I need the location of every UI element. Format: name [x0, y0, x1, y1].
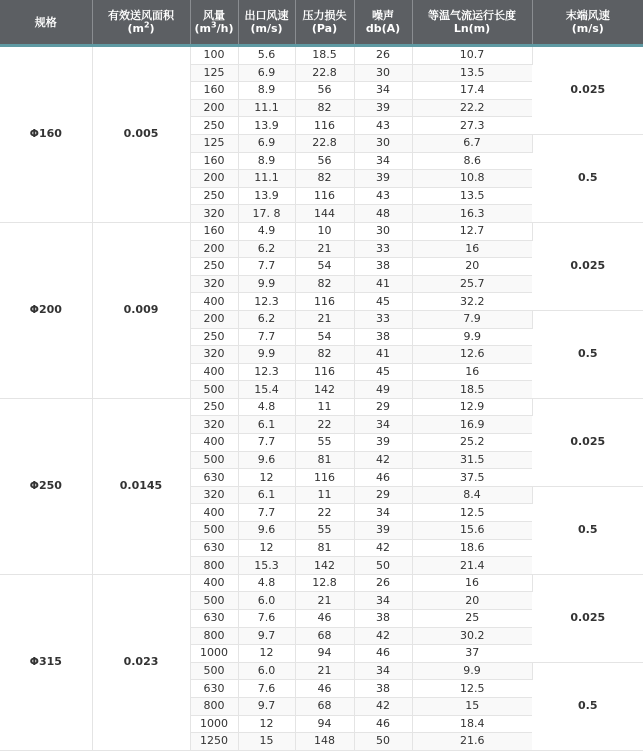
noise-cell: 46 [354, 645, 412, 663]
noise-cell: 34 [354, 592, 412, 610]
header-airflow: 风量 $(m^3/h)$ [190, 0, 238, 46]
noise-cell: 29 [354, 486, 412, 504]
outlet-speed-cell: 6.2 [238, 310, 295, 328]
throw-length-cell: 10.8 [412, 170, 532, 188]
airflow-cell: 160 [190, 222, 238, 240]
header-spec: 规格 [0, 0, 92, 46]
airflow-cell: 200 [190, 170, 238, 188]
terminal-speed-cell: 0.5 [532, 310, 643, 398]
pressure-loss-cell: 46 [295, 610, 354, 628]
pressure-loss-cell: 68 [295, 697, 354, 715]
outlet-speed-cell: 13.9 [238, 187, 295, 205]
noise-cell: 33 [354, 310, 412, 328]
outlet-speed-cell: 15.3 [238, 557, 295, 575]
airflow-cell: 500 [190, 381, 238, 399]
noise-cell: 38 [354, 328, 412, 346]
airflow-cell: 320 [190, 346, 238, 364]
pressure-loss-cell: 46 [295, 680, 354, 698]
table-row [0, 46, 643, 65]
outlet-speed-cell: 15.4 [238, 381, 295, 399]
outlet-speed-cell: 9.9 [238, 275, 295, 293]
spec-cell: Φ250 [0, 398, 92, 574]
outlet-speed-cell: 6.1 [238, 486, 295, 504]
throw-length-cell: 12.9 [412, 398, 532, 416]
header-area: 有效送风面积 $(m^2)$ [92, 0, 190, 46]
outlet-speed-cell: 12 [238, 539, 295, 557]
noise-cell: 34 [354, 416, 412, 434]
noise-cell: 45 [354, 363, 412, 381]
outlet-speed-cell: 12.3 [238, 363, 295, 381]
outlet-speed-cell: 7.6 [238, 680, 295, 698]
airflow-cell: 250 [190, 117, 238, 135]
noise-cell: 34 [354, 662, 412, 680]
throw-length-cell: 37 [412, 645, 532, 663]
airflow-cell: 400 [190, 434, 238, 452]
throw-length-cell: 25.2 [412, 434, 532, 452]
airflow-cell: 500 [190, 451, 238, 469]
outlet-speed-cell: 9.6 [238, 522, 295, 540]
airflow-cell: 200 [190, 310, 238, 328]
header-noise: 噪声 db(A) [354, 0, 412, 46]
outlet-speed-cell: 6.9 [238, 64, 295, 82]
throw-length-cell: 10.7 [412, 46, 532, 65]
airflow-cell: 630 [190, 680, 238, 698]
outlet-speed-cell: 7.7 [238, 504, 295, 522]
throw-length-cell: 12.5 [412, 504, 532, 522]
area-cell: 0.0145 [92, 398, 190, 574]
outlet-speed-cell: 12 [238, 469, 295, 487]
airflow-cell: 630 [190, 469, 238, 487]
throw-length-cell: 25 [412, 610, 532, 628]
pressure-loss-cell: 142 [295, 557, 354, 575]
noise-cell: 49 [354, 381, 412, 399]
noise-cell: 42 [354, 627, 412, 645]
airflow-cell: 160 [190, 82, 238, 100]
pressure-loss-cell: 144 [295, 205, 354, 223]
pressure-loss-cell: 21 [295, 310, 354, 328]
noise-cell: 26 [354, 574, 412, 592]
throw-length-cell: 32.2 [412, 293, 532, 311]
pressure-loss-cell: 68 [295, 627, 354, 645]
airflow-cell: 400 [190, 574, 238, 592]
airflow-cell: 200 [190, 99, 238, 117]
airflow-cell: 320 [190, 205, 238, 223]
airflow-cell: 200 [190, 240, 238, 258]
pressure-loss-cell: 116 [295, 117, 354, 135]
pressure-loss-cell: 12.8 [295, 574, 354, 592]
pressure-loss-cell: 55 [295, 522, 354, 540]
noise-cell: 30 [354, 134, 412, 152]
header-pressure-loss: 压力损失 (Pa) [295, 0, 354, 46]
noise-cell: 50 [354, 557, 412, 575]
throw-length-cell: 9.9 [412, 662, 532, 680]
throw-length-cell: 15 [412, 697, 532, 715]
noise-cell: 30 [354, 64, 412, 82]
pressure-loss-cell: 82 [295, 99, 354, 117]
throw-length-cell: 17.4 [412, 82, 532, 100]
outlet-speed-cell: 9.7 [238, 697, 295, 715]
pressure-loss-cell: 21 [295, 592, 354, 610]
airflow-cell: 1000 [190, 715, 238, 733]
outlet-speed-cell: 7.7 [238, 328, 295, 346]
pressure-loss-cell: 21 [295, 662, 354, 680]
noise-cell: 42 [354, 539, 412, 557]
throw-length-cell: 13.5 [412, 64, 532, 82]
table-row [0, 574, 643, 592]
terminal-speed-cell: 0.5 [532, 662, 643, 750]
outlet-speed-cell: 11.1 [238, 170, 295, 188]
throw-length-cell: 27.3 [412, 117, 532, 135]
outlet-speed-cell: 11.1 [238, 99, 295, 117]
airflow-cell: 320 [190, 275, 238, 293]
area-cell: 0.005 [92, 46, 190, 223]
table-row [0, 398, 643, 416]
airflow-cell: 160 [190, 152, 238, 170]
airflow-cell: 100 [190, 46, 238, 65]
pressure-loss-cell: 82 [295, 275, 354, 293]
pressure-loss-cell: 18.5 [295, 46, 354, 65]
throw-length-cell: 22.2 [412, 99, 532, 117]
spec-cell: Φ315 [0, 574, 92, 750]
noise-cell: 45 [354, 293, 412, 311]
pressure-loss-cell: 21 [295, 240, 354, 258]
noise-cell: 46 [354, 715, 412, 733]
noise-cell: 41 [354, 275, 412, 293]
throw-length-cell: 16.3 [412, 205, 532, 223]
outlet-speed-cell: 7.7 [238, 434, 295, 452]
throw-length-cell: 7.9 [412, 310, 532, 328]
throw-length-cell: 16.9 [412, 416, 532, 434]
outlet-speed-cell: 6.0 [238, 662, 295, 680]
outlet-speed-cell: 7.7 [238, 258, 295, 276]
airflow-cell: 250 [190, 328, 238, 346]
pressure-loss-cell: 54 [295, 328, 354, 346]
throw-length-cell: 16 [412, 363, 532, 381]
noise-cell: 34 [354, 152, 412, 170]
pressure-loss-cell: 142 [295, 381, 354, 399]
noise-cell: 34 [354, 504, 412, 522]
throw-length-cell: 12.7 [412, 222, 532, 240]
noise-cell: 48 [354, 205, 412, 223]
noise-cell: 43 [354, 117, 412, 135]
outlet-speed-cell: 5.6 [238, 46, 295, 65]
noise-cell: 46 [354, 469, 412, 487]
outlet-speed-cell: 12 [238, 715, 295, 733]
outlet-speed-cell: 6.0 [238, 592, 295, 610]
airflow-cell: 250 [190, 398, 238, 416]
throw-length-cell: 31.5 [412, 451, 532, 469]
pressure-loss-cell: 116 [295, 363, 354, 381]
airflow-cell: 1250 [190, 733, 238, 751]
outlet-speed-cell: 4.9 [238, 222, 295, 240]
throw-length-cell: 8.4 [412, 486, 532, 504]
terminal-speed-cell: 0.5 [532, 134, 643, 222]
pressure-loss-cell: 81 [295, 451, 354, 469]
airflow-cell: 800 [190, 627, 238, 645]
header-terminal-speed: 末端风速 (m/s) [532, 0, 643, 46]
airflow-cell: 500 [190, 592, 238, 610]
noise-cell: 41 [354, 346, 412, 364]
outlet-speed-cell: 8.9 [238, 82, 295, 100]
pressure-loss-cell: 81 [295, 539, 354, 557]
noise-cell: 29 [354, 398, 412, 416]
throw-length-cell: 16 [412, 240, 532, 258]
airflow-cell: 250 [190, 187, 238, 205]
throw-length-cell: 12.5 [412, 680, 532, 698]
pressure-loss-cell: 56 [295, 152, 354, 170]
outlet-speed-cell: 7.6 [238, 610, 295, 628]
noise-cell: 42 [354, 697, 412, 715]
airflow-cell: 400 [190, 504, 238, 522]
noise-cell: 39 [354, 99, 412, 117]
noise-cell: 38 [354, 258, 412, 276]
header-outlet-speed: 出口风速 (m/s) [238, 0, 295, 46]
throw-length-cell: 15.6 [412, 522, 532, 540]
noise-cell: 34 [354, 82, 412, 100]
pressure-loss-cell: 94 [295, 715, 354, 733]
outlet-speed-cell: 6.1 [238, 416, 295, 434]
outlet-speed-cell: 17. 8 [238, 205, 295, 223]
noise-cell: 39 [354, 170, 412, 188]
airflow-cell: 1000 [190, 645, 238, 663]
pressure-loss-cell: 82 [295, 346, 354, 364]
noise-cell: 43 [354, 187, 412, 205]
airflow-cell: 500 [190, 522, 238, 540]
outlet-speed-cell: 13.9 [238, 117, 295, 135]
pressure-loss-cell: 148 [295, 733, 354, 751]
airflow-cell: 125 [190, 134, 238, 152]
spec-cell: Φ200 [0, 222, 92, 398]
terminal-speed-cell: 0.5 [532, 486, 643, 574]
noise-cell: 26 [354, 46, 412, 65]
outlet-speed-cell: 6.9 [238, 134, 295, 152]
outlet-speed-cell: 9.7 [238, 627, 295, 645]
pressure-loss-cell: 82 [295, 170, 354, 188]
terminal-speed-cell: 0.025 [532, 398, 643, 486]
noise-cell: 39 [354, 522, 412, 540]
table-header-row [0, 0, 643, 46]
pressure-loss-cell: 22 [295, 416, 354, 434]
airflow-cell: 800 [190, 557, 238, 575]
throw-length-cell: 6.7 [412, 134, 532, 152]
airflow-cell: 250 [190, 258, 238, 276]
noise-cell: 39 [354, 434, 412, 452]
throw-length-cell: 18.4 [412, 715, 532, 733]
noise-cell: 42 [354, 451, 412, 469]
airflow-cell: 630 [190, 610, 238, 628]
noise-cell: 38 [354, 680, 412, 698]
noise-cell: 38 [354, 610, 412, 628]
throw-length-cell: 12.6 [412, 346, 532, 364]
throw-length-cell: 20 [412, 592, 532, 610]
outlet-speed-cell: 9.9 [238, 346, 295, 364]
noise-cell: 30 [354, 222, 412, 240]
pressure-loss-cell: 56 [295, 82, 354, 100]
airflow-cell: 400 [190, 363, 238, 381]
outlet-speed-cell: 6.2 [238, 240, 295, 258]
throw-length-cell: 20 [412, 258, 532, 276]
airflow-cell: 320 [190, 416, 238, 434]
terminal-speed-cell: 0.025 [532, 46, 643, 135]
throw-length-cell: 18.5 [412, 381, 532, 399]
area-cell: 0.023 [92, 574, 190, 750]
airflow-cell: 630 [190, 539, 238, 557]
pressure-loss-cell: 54 [295, 258, 354, 276]
airflow-cell: 800 [190, 697, 238, 715]
throw-length-cell: 18.6 [412, 539, 532, 557]
throw-length-cell: 21.4 [412, 557, 532, 575]
throw-length-cell: 21.6 [412, 733, 532, 751]
pressure-loss-cell: 22 [295, 504, 354, 522]
airflow-cell: 125 [190, 64, 238, 82]
pressure-loss-cell: 11 [295, 486, 354, 504]
table-body [0, 46, 643, 751]
outlet-speed-cell: 4.8 [238, 398, 295, 416]
pressure-loss-cell: 22.8 [295, 64, 354, 82]
area-cell: 0.009 [92, 222, 190, 398]
pressure-loss-cell: 10 [295, 222, 354, 240]
outlet-speed-cell: 15 [238, 733, 295, 751]
throw-length-cell: 30.2 [412, 627, 532, 645]
pressure-loss-cell: 94 [295, 645, 354, 663]
throw-length-cell: 8.6 [412, 152, 532, 170]
outlet-speed-cell: 12 [238, 645, 295, 663]
pressure-loss-cell: 22.8 [295, 134, 354, 152]
throw-length-cell: 37.5 [412, 469, 532, 487]
airflow-cell: 500 [190, 662, 238, 680]
pressure-loss-cell: 55 [295, 434, 354, 452]
terminal-speed-cell: 0.025 [532, 222, 643, 310]
table-row [0, 222, 643, 240]
airflow-cell: 320 [190, 486, 238, 504]
airflow-cell: 400 [190, 293, 238, 311]
outlet-speed-cell: 4.8 [238, 574, 295, 592]
outlet-speed-cell: 9.6 [238, 451, 295, 469]
throw-length-cell: 9.9 [412, 328, 532, 346]
throw-length-cell: 16 [412, 574, 532, 592]
pressure-loss-cell: 116 [295, 187, 354, 205]
noise-cell: 33 [354, 240, 412, 258]
outlet-speed-cell: 8.9 [238, 152, 295, 170]
pressure-loss-cell: 116 [295, 293, 354, 311]
throw-length-cell: 13.5 [412, 187, 532, 205]
header-throw-length: 等温气流运行长度 Ln(m) [412, 0, 532, 46]
noise-cell: 50 [354, 733, 412, 751]
spec-cell: Φ160 [0, 46, 92, 223]
outlet-speed-cell: 12.3 [238, 293, 295, 311]
pressure-loss-cell: 11 [295, 398, 354, 416]
pressure-loss-cell: 116 [295, 469, 354, 487]
throw-length-cell: 25.7 [412, 275, 532, 293]
terminal-speed-cell: 0.025 [532, 574, 643, 662]
